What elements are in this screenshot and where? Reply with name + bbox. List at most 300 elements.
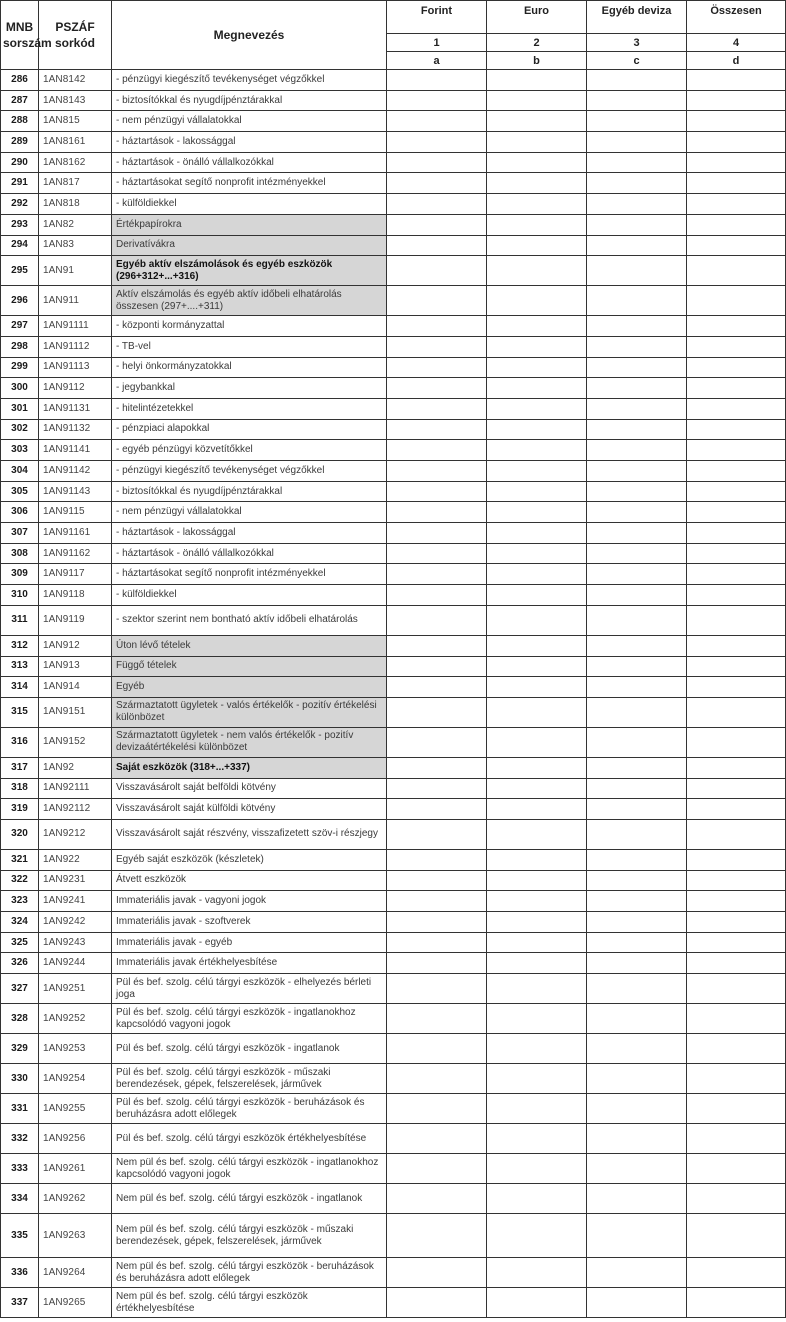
- value-cell-total[interactable]: [687, 235, 786, 256]
- row-name: Immateriális javak - szoftverek: [112, 912, 387, 933]
- value-cell-total[interactable]: [687, 1004, 786, 1034]
- value-cell-total[interactable]: [687, 1094, 786, 1124]
- row-number: 298: [1, 336, 39, 357]
- value-cell-total[interactable]: [687, 336, 786, 357]
- value-cell-other[interactable]: [587, 635, 687, 656]
- value-cell-forint[interactable]: [387, 70, 487, 91]
- table-row: [1, 502, 786, 523]
- value-cell-other[interactable]: [587, 778, 687, 799]
- value-cell-euro[interactable]: [487, 235, 587, 256]
- value-cell-total[interactable]: [687, 778, 786, 799]
- value-cell-euro[interactable]: [487, 502, 587, 523]
- value-cell-euro[interactable]: [487, 974, 587, 1004]
- table-row: [1, 1094, 786, 1124]
- row-code: 1AN815: [39, 111, 112, 132]
- value-cell-total[interactable]: [687, 1214, 786, 1258]
- value-cell-other[interactable]: [587, 111, 687, 132]
- value-cell-total[interactable]: [687, 440, 786, 461]
- row-name: Pül és bef. szolg. célú tárgyi eszközök - ingatlanokhoz kapcsolódó vagyoni jogok: [112, 1004, 387, 1034]
- value-cell-forint[interactable]: [387, 214, 487, 235]
- table-header: [1, 1, 786, 70]
- row-name: Nem pül és bef. szolg. célú tárgyi eszközök - ingatlanok: [112, 1184, 387, 1214]
- row-name: Nem pül és bef. szolg. célú tárgyi eszközök értékhelyesbítése: [112, 1288, 387, 1318]
- row-code: 1AN9244: [39, 953, 112, 974]
- value-cell-other[interactable]: [587, 697, 687, 727]
- value-cell-forint[interactable]: [387, 194, 487, 215]
- value-cell-total[interactable]: [687, 974, 786, 1004]
- row-name: Úton lévő tételek: [112, 635, 387, 656]
- value-cell-total[interactable]: [687, 1184, 786, 1214]
- value-cell-forint[interactable]: [387, 564, 487, 585]
- value-cell-euro[interactable]: [487, 398, 587, 419]
- row-code: 1AN91141: [39, 440, 112, 461]
- value-cell-euro[interactable]: [487, 870, 587, 891]
- row-name: Visszavásárolt saját részvény, visszafizetett szöv-i részjegy: [112, 819, 387, 849]
- value-cell-euro[interactable]: [487, 564, 587, 585]
- value-cell-other[interactable]: [587, 1064, 687, 1094]
- value-cell-euro[interactable]: [487, 336, 587, 357]
- row-code: 1AN91162: [39, 543, 112, 564]
- value-cell-euro[interactable]: [487, 1094, 587, 1124]
- row-number: 312: [1, 635, 39, 656]
- value-cell-other[interactable]: [587, 870, 687, 891]
- value-cell-other[interactable]: [587, 1288, 687, 1318]
- value-cell-euro[interactable]: [487, 1124, 587, 1154]
- value-cell-other[interactable]: [587, 152, 687, 173]
- value-cell-total[interactable]: [687, 502, 786, 523]
- row-code: 1AN92111: [39, 778, 112, 799]
- row-name: Értékpapírokra: [112, 214, 387, 235]
- value-cell-forint[interactable]: [387, 757, 487, 778]
- row-code: 1AN9242: [39, 912, 112, 933]
- value-cell-total[interactable]: [687, 398, 786, 419]
- value-cell-forint[interactable]: [387, 316, 487, 337]
- row-code: 1AN91131: [39, 398, 112, 419]
- row-code: 1AN92: [39, 757, 112, 778]
- value-cell-euro[interactable]: [487, 819, 587, 849]
- value-cell-forint[interactable]: [387, 656, 487, 677]
- value-cell-other[interactable]: [587, 1004, 687, 1034]
- value-cell-other[interactable]: [587, 543, 687, 564]
- row-name: Immateriális javak - egyéb: [112, 932, 387, 953]
- value-cell-euro[interactable]: [487, 173, 587, 194]
- table-row: [1, 378, 786, 399]
- table-row: [1, 1124, 786, 1154]
- value-cell-total[interactable]: [687, 316, 786, 337]
- value-cell-forint[interactable]: [387, 605, 487, 635]
- value-cell-forint[interactable]: [387, 398, 487, 419]
- value-cell-total[interactable]: [687, 70, 786, 91]
- value-cell-total[interactable]: [687, 656, 786, 677]
- value-cell-total[interactable]: [687, 870, 786, 891]
- value-cell-forint[interactable]: [387, 461, 487, 482]
- table-row: [1, 849, 786, 870]
- value-cell-total[interactable]: [687, 1288, 786, 1318]
- row-name: Derivatívákra: [112, 235, 387, 256]
- value-cell-euro[interactable]: [487, 1288, 587, 1318]
- value-cell-euro[interactable]: [487, 1004, 587, 1034]
- value-cell-total[interactable]: [687, 757, 786, 778]
- table-row: [1, 357, 786, 378]
- value-cell-total[interactable]: [687, 1154, 786, 1184]
- value-cell-total[interactable]: [687, 378, 786, 399]
- value-cell-forint[interactable]: [387, 697, 487, 727]
- value-cell-other[interactable]: [587, 757, 687, 778]
- value-cell-euro[interactable]: [487, 132, 587, 153]
- value-cell-other[interactable]: [587, 132, 687, 153]
- value-cell-forint[interactable]: [387, 1034, 487, 1064]
- value-cell-other[interactable]: [587, 656, 687, 677]
- col-forint-header: Forint: [387, 1, 487, 34]
- table-row: [1, 90, 786, 111]
- value-cell-euro[interactable]: [487, 677, 587, 698]
- table-row: [1, 953, 786, 974]
- value-cell-total[interactable]: [687, 799, 786, 820]
- value-cell-total[interactable]: [687, 132, 786, 153]
- value-cell-total[interactable]: [687, 1064, 786, 1094]
- col-total-letter: d: [687, 52, 786, 70]
- row-number: 302: [1, 419, 39, 440]
- value-cell-total[interactable]: [687, 256, 786, 286]
- value-cell-total[interactable]: [687, 697, 786, 727]
- row-code: 1AN91132: [39, 419, 112, 440]
- value-cell-forint[interactable]: [387, 932, 487, 953]
- value-cell-euro[interactable]: [487, 70, 587, 91]
- row-name: - központi kormányzattal: [112, 316, 387, 337]
- value-cell-total[interactable]: [687, 173, 786, 194]
- row-number: 291: [1, 173, 39, 194]
- row-name: Származtatott ügyletek - nem valós értékelők - pozitív devizaátértékelési különbözet: [112, 727, 387, 757]
- row-code: 1AN9264: [39, 1258, 112, 1288]
- value-cell-forint[interactable]: [387, 799, 487, 820]
- value-cell-forint[interactable]: [387, 523, 487, 544]
- value-cell-total[interactable]: [687, 152, 786, 173]
- value-cell-euro[interactable]: [487, 316, 587, 337]
- row-name: Egyéb aktív elszámolások és egyéb eszközök (296+312+...+316): [112, 256, 387, 286]
- value-cell-other[interactable]: [587, 378, 687, 399]
- row-code: 1AN912: [39, 635, 112, 656]
- value-cell-other[interactable]: [587, 1258, 687, 1288]
- value-cell-euro[interactable]: [487, 194, 587, 215]
- value-cell-other[interactable]: [587, 316, 687, 337]
- value-cell-forint[interactable]: [387, 132, 487, 153]
- value-cell-other[interactable]: [587, 357, 687, 378]
- value-cell-euro[interactable]: [487, 656, 587, 677]
- value-cell-forint[interactable]: [387, 1288, 487, 1318]
- value-cell-total[interactable]: [687, 1258, 786, 1288]
- col-euro-header: Euro: [487, 1, 587, 34]
- row-code: 1AN9212: [39, 819, 112, 849]
- value-cell-euro[interactable]: [487, 440, 587, 461]
- value-cell-total[interactable]: [687, 90, 786, 111]
- value-cell-euro[interactable]: [487, 523, 587, 544]
- row-number: 290: [1, 152, 39, 173]
- value-cell-other[interactable]: [587, 974, 687, 1004]
- value-cell-total[interactable]: [687, 419, 786, 440]
- value-cell-other[interactable]: [587, 891, 687, 912]
- row-number: 325: [1, 932, 39, 953]
- row-name: - jegybankkal: [112, 378, 387, 399]
- value-cell-total[interactable]: [687, 635, 786, 656]
- value-cell-forint[interactable]: [387, 819, 487, 849]
- row-name: - háztartások - önálló vállalkozókkal: [112, 152, 387, 173]
- table-row: [1, 870, 786, 891]
- value-cell-other[interactable]: [587, 912, 687, 933]
- table-row: [1, 256, 786, 286]
- row-code: 1AN8143: [39, 90, 112, 111]
- value-cell-total[interactable]: [687, 564, 786, 585]
- value-cell-forint[interactable]: [387, 912, 487, 933]
- value-cell-euro[interactable]: [487, 585, 587, 606]
- value-cell-other[interactable]: [587, 336, 687, 357]
- row-code: 1AN9118: [39, 585, 112, 606]
- row-number: 310: [1, 585, 39, 606]
- value-cell-forint[interactable]: [387, 891, 487, 912]
- value-cell-forint[interactable]: [387, 1094, 487, 1124]
- row-number: 307: [1, 523, 39, 544]
- row-name: Nem pül és bef. szolg. célú tárgyi eszközök - ingatlanokhoz kapcsolódó vagyoni jogok: [112, 1154, 387, 1184]
- table-row: [1, 398, 786, 419]
- table-row: [1, 1214, 786, 1258]
- value-cell-other[interactable]: [587, 677, 687, 698]
- name-header: Megnevezés: [112, 1, 387, 70]
- value-cell-total[interactable]: [687, 214, 786, 235]
- value-cell-other[interactable]: [587, 932, 687, 953]
- value-cell-other[interactable]: [587, 799, 687, 820]
- value-cell-other[interactable]: [587, 419, 687, 440]
- value-cell-forint[interactable]: [387, 1258, 487, 1288]
- table-row: [1, 819, 786, 849]
- value-cell-forint[interactable]: [387, 974, 487, 1004]
- value-cell-forint[interactable]: [387, 502, 487, 523]
- value-cell-euro[interactable]: [487, 953, 587, 974]
- value-cell-other[interactable]: [587, 398, 687, 419]
- row-number: 333: [1, 1154, 39, 1184]
- value-cell-total[interactable]: [687, 912, 786, 933]
- value-cell-other[interactable]: [587, 214, 687, 235]
- value-cell-euro[interactable]: [487, 778, 587, 799]
- value-cell-euro[interactable]: [487, 697, 587, 727]
- row-number: 331: [1, 1094, 39, 1124]
- value-cell-total[interactable]: [687, 481, 786, 502]
- value-cell-euro[interactable]: [487, 256, 587, 286]
- value-cell-forint[interactable]: [387, 419, 487, 440]
- value-cell-euro[interactable]: [487, 481, 587, 502]
- table-row: [1, 932, 786, 953]
- value-cell-other[interactable]: [587, 440, 687, 461]
- value-cell-total[interactable]: [687, 461, 786, 482]
- table-row: [1, 1064, 786, 1094]
- value-cell-forint[interactable]: [387, 849, 487, 870]
- value-cell-euro[interactable]: [487, 419, 587, 440]
- value-cell-euro[interactable]: [487, 111, 587, 132]
- row-number: 314: [1, 677, 39, 698]
- value-cell-other[interactable]: [587, 1034, 687, 1064]
- value-cell-other[interactable]: [587, 173, 687, 194]
- value-cell-forint[interactable]: [387, 1124, 487, 1154]
- value-cell-euro[interactable]: [487, 757, 587, 778]
- value-cell-forint[interactable]: [387, 1064, 487, 1094]
- value-cell-forint[interactable]: [387, 111, 487, 132]
- value-cell-forint[interactable]: [387, 256, 487, 286]
- row-number: 326: [1, 953, 39, 974]
- value-cell-total[interactable]: [687, 891, 786, 912]
- value-cell-total[interactable]: [687, 585, 786, 606]
- value-cell-forint[interactable]: [387, 677, 487, 698]
- value-cell-other[interactable]: [587, 819, 687, 849]
- value-cell-forint[interactable]: [387, 173, 487, 194]
- row-number: 315: [1, 697, 39, 727]
- row-name: - háztartások - önálló vállalkozókkal: [112, 543, 387, 564]
- value-cell-other[interactable]: [587, 1154, 687, 1184]
- value-cell-euro[interactable]: [487, 799, 587, 820]
- value-cell-euro[interactable]: [487, 932, 587, 953]
- row-name: - külföldiekkel: [112, 194, 387, 215]
- row-name: - pénzügyi kiegészítő tevékenységet végzőkkel: [112, 461, 387, 482]
- row-name: Visszavásárolt saját külföldi kötvény: [112, 799, 387, 820]
- value-cell-euro[interactable]: [487, 1064, 587, 1094]
- value-cell-total[interactable]: [687, 1124, 786, 1154]
- value-cell-euro[interactable]: [487, 605, 587, 635]
- row-number: 289: [1, 132, 39, 153]
- value-cell-total[interactable]: [687, 677, 786, 698]
- value-cell-other[interactable]: [587, 1214, 687, 1258]
- row-code: 1AN83: [39, 235, 112, 256]
- value-cell-euro[interactable]: [487, 1154, 587, 1184]
- value-cell-other[interactable]: [587, 1124, 687, 1154]
- value-cell-total[interactable]: [687, 523, 786, 544]
- value-cell-other[interactable]: [587, 727, 687, 757]
- value-cell-total[interactable]: [687, 605, 786, 635]
- row-name: Átvett eszközök: [112, 870, 387, 891]
- value-cell-forint[interactable]: [387, 543, 487, 564]
- value-cell-euro[interactable]: [487, 543, 587, 564]
- value-cell-other[interactable]: [587, 235, 687, 256]
- value-cell-euro[interactable]: [487, 461, 587, 482]
- value-cell-forint[interactable]: [387, 1214, 487, 1258]
- col-other-num: 3: [587, 34, 687, 52]
- row-name: Pül és bef. szolg. célú tárgyi eszközök - beruházások és beruházásra adott előlegek: [112, 1094, 387, 1124]
- value-cell-total[interactable]: [687, 194, 786, 215]
- value-cell-other[interactable]: [587, 286, 687, 316]
- value-cell-other[interactable]: [587, 523, 687, 544]
- value-cell-euro[interactable]: [487, 891, 587, 912]
- value-cell-euro[interactable]: [487, 357, 587, 378]
- table-row: [1, 727, 786, 757]
- value-cell-euro[interactable]: [487, 1034, 587, 1064]
- table-row: [1, 778, 786, 799]
- value-cell-forint[interactable]: [387, 152, 487, 173]
- value-cell-total[interactable]: [687, 953, 786, 974]
- value-cell-other[interactable]: [587, 953, 687, 974]
- table-row: [1, 194, 786, 215]
- row-number: 328: [1, 1004, 39, 1034]
- value-cell-other[interactable]: [587, 70, 687, 91]
- table-row: [1, 152, 786, 173]
- col-euro-num: 2: [487, 34, 587, 52]
- value-cell-total[interactable]: [687, 111, 786, 132]
- value-cell-total[interactable]: [687, 357, 786, 378]
- value-cell-other[interactable]: [587, 1094, 687, 1124]
- value-cell-euro[interactable]: [487, 1214, 587, 1258]
- value-cell-forint[interactable]: [387, 870, 487, 891]
- value-cell-total[interactable]: [687, 1034, 786, 1064]
- value-cell-forint[interactable]: [387, 1004, 487, 1034]
- row-name: Visszavásárolt saját belföldi kötvény: [112, 778, 387, 799]
- table-row: [1, 286, 786, 316]
- row-name: - szektor szerint nem bontható aktív időbeli elhatárolás: [112, 605, 387, 635]
- value-cell-euro[interactable]: [487, 286, 587, 316]
- value-cell-other[interactable]: [587, 502, 687, 523]
- value-cell-other[interactable]: [587, 90, 687, 111]
- value-cell-total[interactable]: [687, 849, 786, 870]
- value-cell-euro[interactable]: [487, 378, 587, 399]
- value-cell-forint[interactable]: [387, 336, 487, 357]
- row-number: 309: [1, 564, 39, 585]
- value-cell-forint[interactable]: [387, 90, 487, 111]
- value-cell-total[interactable]: [687, 543, 786, 564]
- value-cell-forint[interactable]: [387, 286, 487, 316]
- value-cell-other[interactable]: [587, 585, 687, 606]
- value-cell-forint[interactable]: [387, 1184, 487, 1214]
- value-cell-other[interactable]: [587, 194, 687, 215]
- value-cell-total[interactable]: [687, 819, 786, 849]
- row-code: 1AN9112: [39, 378, 112, 399]
- value-cell-total[interactable]: [687, 932, 786, 953]
- value-cell-euro[interactable]: [487, 152, 587, 173]
- row-number: 294: [1, 235, 39, 256]
- value-cell-forint[interactable]: [387, 481, 487, 502]
- value-cell-euro[interactable]: [487, 849, 587, 870]
- value-cell-other[interactable]: [587, 256, 687, 286]
- value-cell-forint[interactable]: [387, 727, 487, 757]
- row-number: 288: [1, 111, 39, 132]
- value-cell-euro[interactable]: [487, 214, 587, 235]
- value-cell-total[interactable]: [687, 286, 786, 316]
- value-cell-euro[interactable]: [487, 1184, 587, 1214]
- value-cell-other[interactable]: [587, 564, 687, 585]
- value-cell-forint[interactable]: [387, 585, 487, 606]
- value-cell-total[interactable]: [687, 727, 786, 757]
- col-euro-letter: b: [487, 52, 587, 70]
- value-cell-forint[interactable]: [387, 1154, 487, 1184]
- table-row: [1, 697, 786, 727]
- value-cell-euro[interactable]: [487, 1258, 587, 1288]
- row-code: 1AN913: [39, 656, 112, 677]
- value-cell-euro[interactable]: [487, 912, 587, 933]
- value-cell-other[interactable]: [587, 605, 687, 635]
- value-cell-forint[interactable]: [387, 235, 487, 256]
- value-cell-other[interactable]: [587, 481, 687, 502]
- row-code: 1AN9253: [39, 1034, 112, 1064]
- value-cell-forint[interactable]: [387, 635, 487, 656]
- value-cell-forint[interactable]: [387, 378, 487, 399]
- value-cell-euro[interactable]: [487, 727, 587, 757]
- value-cell-forint[interactable]: [387, 953, 487, 974]
- value-cell-other[interactable]: [587, 1184, 687, 1214]
- value-cell-other[interactable]: [587, 461, 687, 482]
- value-cell-euro[interactable]: [487, 635, 587, 656]
- row-code: 1AN9254: [39, 1064, 112, 1094]
- value-cell-other[interactable]: [587, 849, 687, 870]
- row-number: 332: [1, 1124, 39, 1154]
- row-number: 292: [1, 194, 39, 215]
- value-cell-forint[interactable]: [387, 440, 487, 461]
- row-number: 322: [1, 870, 39, 891]
- value-cell-forint[interactable]: [387, 778, 487, 799]
- value-cell-forint[interactable]: [387, 357, 487, 378]
- value-cell-euro[interactable]: [487, 90, 587, 111]
